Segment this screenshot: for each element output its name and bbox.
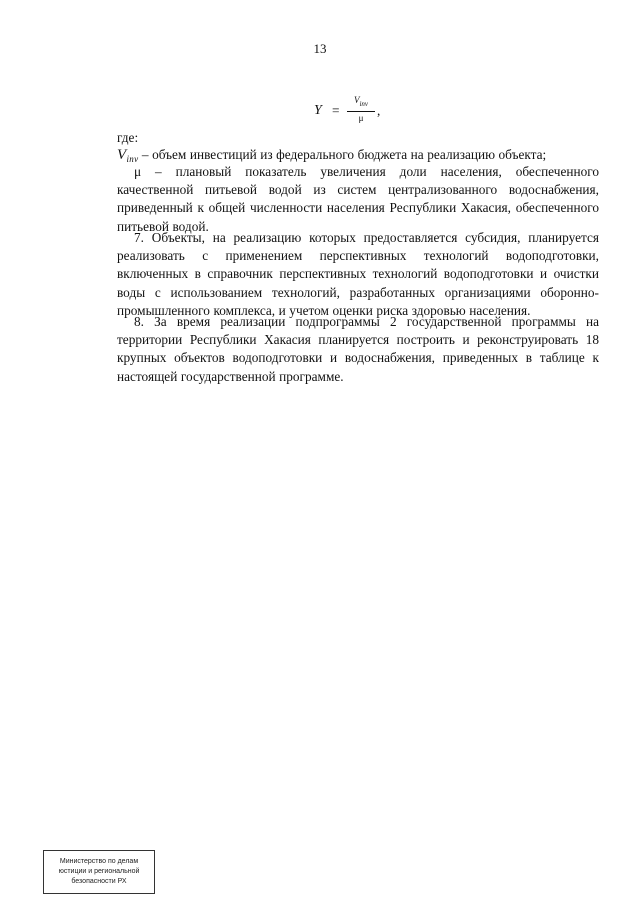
formula-numerator-subscript: inv — [359, 99, 369, 108]
registration-stamp — [43, 850, 155, 894]
formula — [314, 93, 394, 127]
formula-denominator: μ — [358, 112, 364, 123]
formula-equals: = — [332, 103, 340, 118]
stamp-line-1: Министерство по делам — [59, 858, 139, 865]
vinv-description: – объем инвестиций из федерального бюджета на реализацию объекта; — [138, 147, 547, 162]
paragraph-8: 8. За время реализации подпрограммы 2 государственной программы на территории Республики Хакасия планируется построить и реконструировать 18 крупных объектов водоподготовки и водоснабжения, приведенных в таблице к настоящей государственной программе. — [117, 314, 599, 384]
formula-numerator: $V_{inv}$ — [347, 95, 375, 112]
page-number: 13 — [313, 41, 327, 56]
where-label: где: — [117, 130, 139, 145]
formula-comma: , — [377, 103, 381, 118]
formula-lhs: Y — [314, 103, 322, 118]
stamp-line-3: безопасности РХ — [71, 878, 127, 885]
paragraph-7: 7. Объекты, на реализацию которых предоставляется субсидия, планируется реализовать с применением перспективных технологий водоподготовки, включенных в справочник перспективных технологий водоподготовки и очистки воды с использованием технологий, разработанных организациями оборонно-промышленного комплекса, и учетом оценки риска здоровью населения. — [117, 230, 599, 318]
vinv-symbol: $V_{inv}$ — [117, 147, 139, 164]
vinv-subscript: inv — [126, 154, 139, 164]
definition-mu: μ – плановый показатель увеличения доли населения, обеспеченного качественной питьевой водой из систем централизованного водоснабжения, приведенный к общей численности населения Республики Хакасия, обеспеченного питьевой водой. — [117, 164, 599, 234]
stamp-line-2: юстиции и региональной — [58, 868, 140, 875]
formula-fraction — [347, 95, 375, 124]
